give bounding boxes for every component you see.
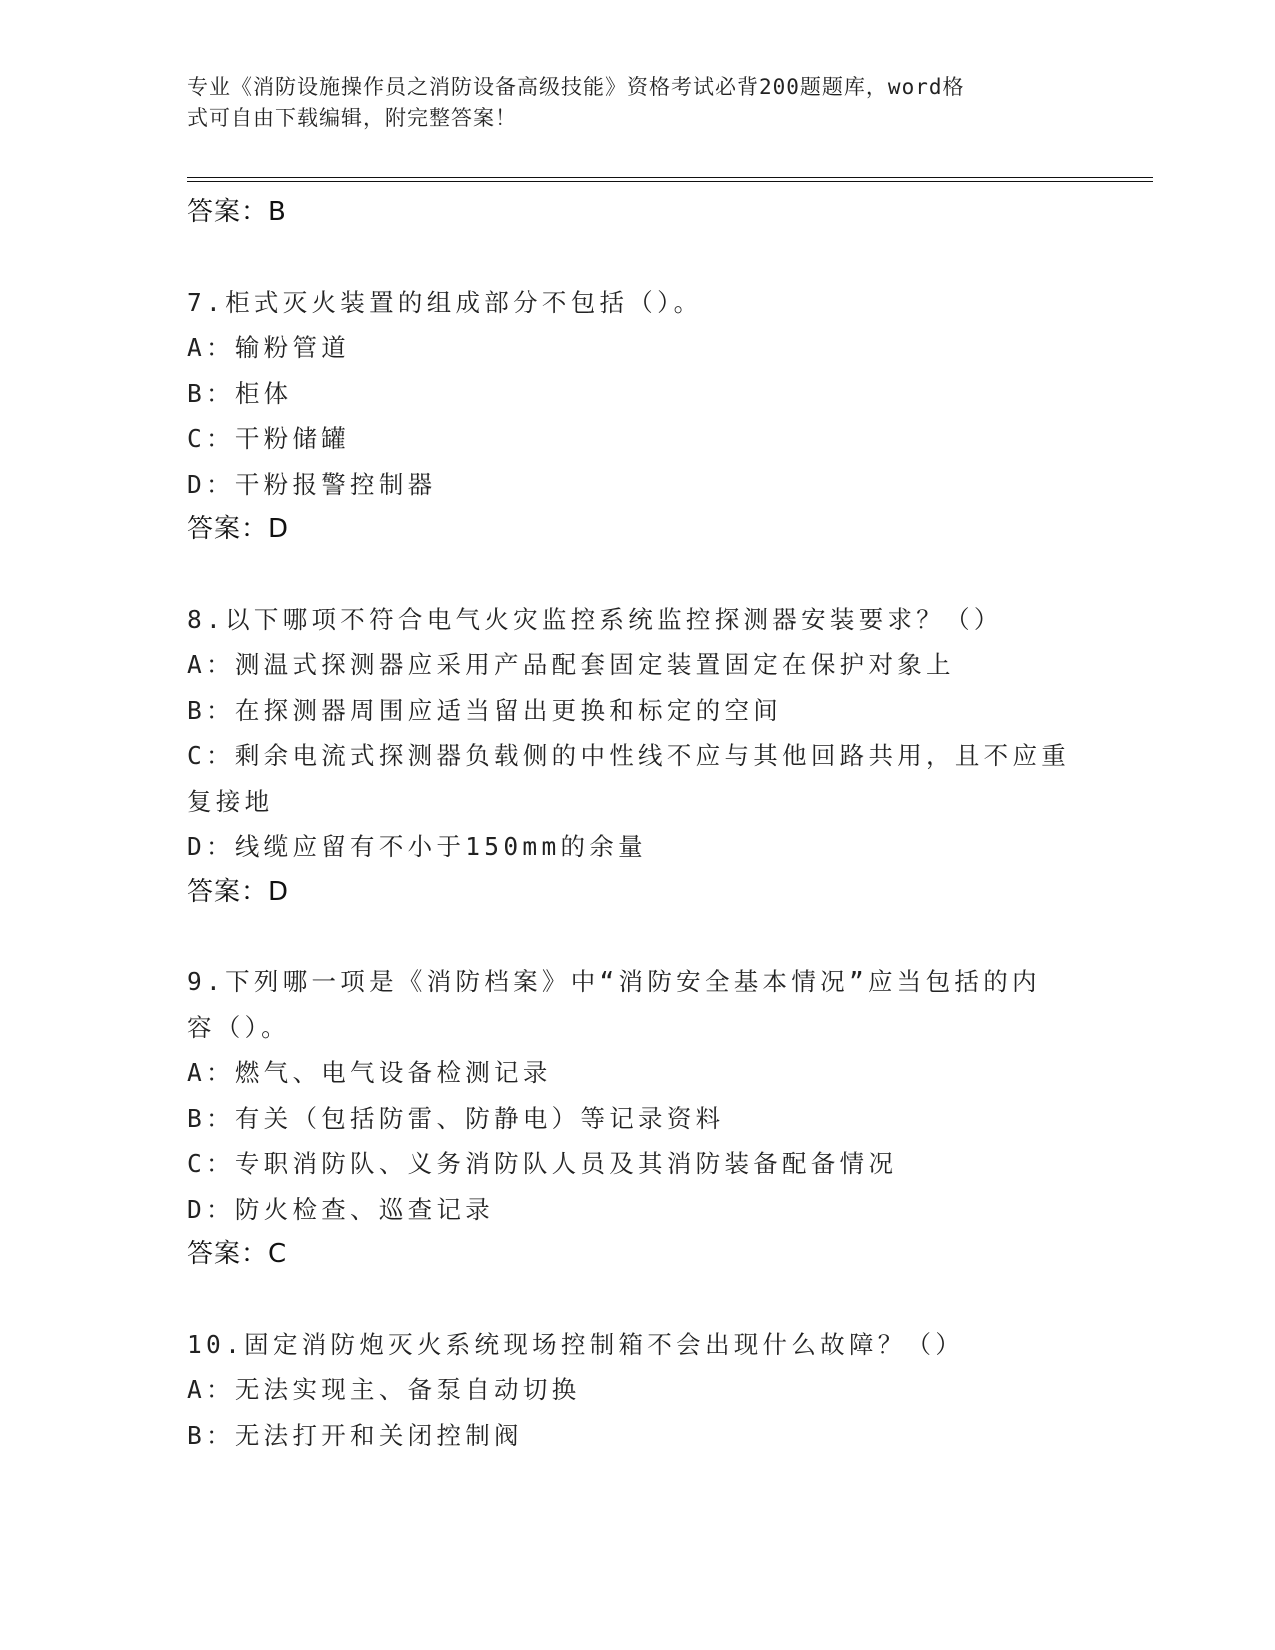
- header-line-2: 式可自由下载编辑，附完整答案！: [187, 106, 517, 130]
- answer-q8: 答案：D: [187, 876, 290, 907]
- question-9-option-a: A：燃气、电气设备检测记录: [187, 1058, 552, 1087]
- header-rule-bottom: [187, 181, 1153, 182]
- question-9-option-d: D：防火检查、巡查记录: [187, 1194, 495, 1224]
- question-list: [187, 190, 1087, 1458]
- question-9: [187, 959, 1087, 1278]
- question-7: [187, 280, 1087, 553]
- spacer: [187, 1278, 1087, 1322]
- question-10-text: 10.固定消防炮灭火系统现场控制箱不会出现什么故障？（）: [187, 1329, 965, 1359]
- spacer: [187, 553, 1087, 597]
- document-header: [187, 72, 1067, 134]
- answer-q6: 答案：B: [187, 197, 287, 227]
- spacer: [187, 236, 1087, 280]
- answer-q9: 答案：C: [187, 1239, 288, 1269]
- question-8-option-a: A：测温式探测器应采用产品配套固定装置固定在保护对象上: [187, 650, 955, 679]
- question-8: [187, 597, 1087, 916]
- header-line-1: 专业《消防设施操作员之消防设备高级技能》资格考试必背200题题库，word格: [187, 75, 965, 99]
- question-10-option-a: A：无法实现主、备泵自动切换: [187, 1375, 581, 1404]
- question-7-option-a: A：输粉管道: [187, 333, 351, 362]
- spacer: [187, 915, 1087, 959]
- question-8-option-c-cont: 复接地: [187, 786, 274, 816]
- question-10: [187, 1322, 1087, 1459]
- question-10-option-b: B：无法打开和关闭控制阀: [187, 1420, 523, 1450]
- question-9-text: 9.下列哪一项是《消防档案》中“消防安全基本情况”应当包括的内: [187, 967, 1041, 996]
- question-7-option-b: B：柜体: [187, 378, 293, 408]
- question-8-text: 8.以下哪项不符合电气火灾监控系统监控探测器安装要求？（）: [187, 604, 1003, 634]
- answer-q7: 答案：D: [187, 514, 290, 544]
- header-rule-top: [187, 177, 1153, 178]
- question-8-option-c: C：剩余电流式探测器负载侧的中性线不应与其他回路共用，且不应重: [187, 741, 1071, 770]
- question-7-text: 7.柜式灭火装置的组成部分不包括（）。: [187, 287, 703, 317]
- question-7-option-d: D：干粉报警控制器: [187, 469, 437, 499]
- question-9-option-b: B：有关（包括防雷、防静电）等记录资料: [187, 1103, 725, 1133]
- question-7-option-c: C：干粉储罐: [187, 424, 351, 453]
- question-9-text-cont: 容（）。: [187, 1012, 290, 1042]
- question-9-option-c: C：专职消防队、义务消防队人员及其消防装备配备情况: [187, 1149, 898, 1178]
- question-8-option-b: B：在探测器周围应适当留出更换和标定的空间: [187, 695, 783, 725]
- question-8-option-d: D：线缆应留有不小于150mm的余量: [187, 832, 647, 861]
